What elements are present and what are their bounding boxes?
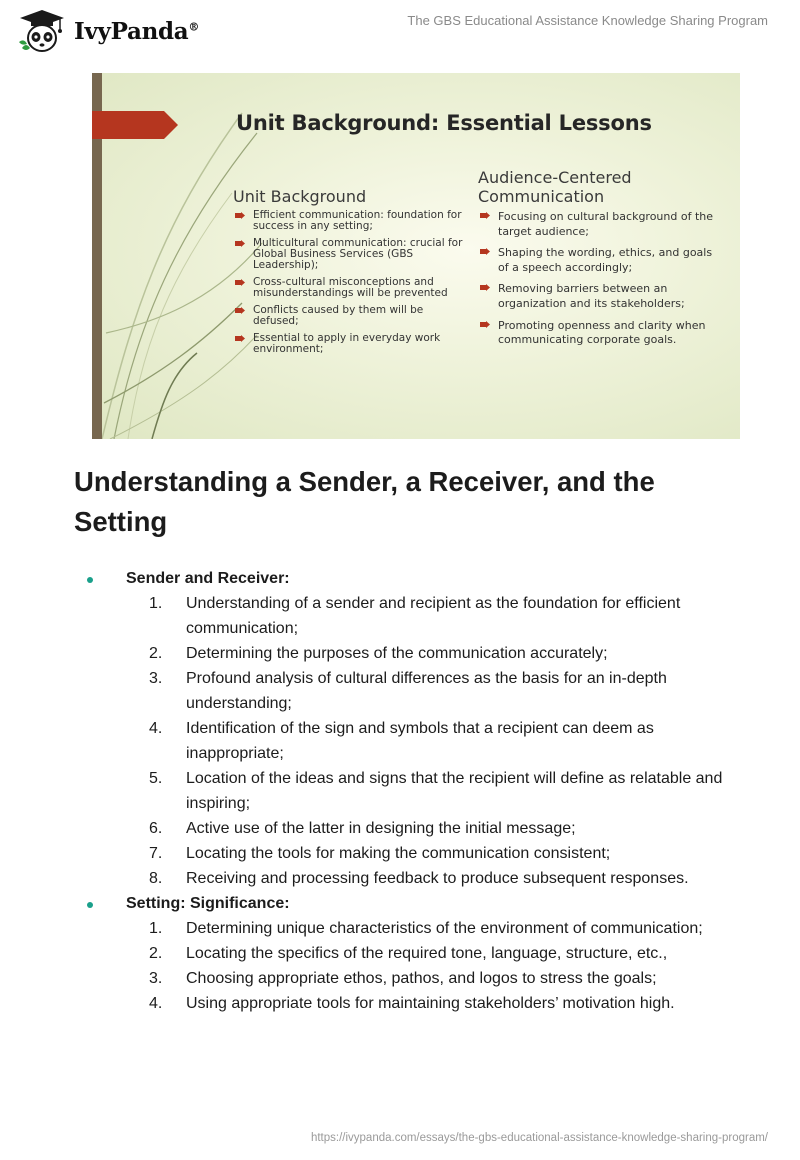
slide-list-item: Conflicts caused by them will be defused; <box>233 305 463 327</box>
list-item: 7. Locating the tools for making the communication consistent; <box>149 845 611 862</box>
ivypanda-logo[interactable] <box>16 8 216 54</box>
bullet-item <box>74 566 754 591</box>
slide-left-list <box>233 210 463 355</box>
list-item: 1. Understanding of a sender and recipient as the foundation for efficient communication; <box>149 595 681 637</box>
arrow-bullet-icon <box>235 307 245 314</box>
bullet-item <box>74 891 754 916</box>
document-title: The GBS Educational Assistance Knowledge Sharing Program <box>407 13 768 28</box>
slide-list-item: Cross-cultural misconceptions and misunderstandings will be prevented <box>233 277 463 299</box>
list-item: 2. Locating the specifics of the required tone, language, structure, etc., <box>149 945 668 962</box>
list-item: 6. Active use of the latter in designing the initial message; <box>149 820 576 837</box>
arrow-bullet-icon <box>235 212 245 219</box>
slide-left-heading: Unit Background <box>233 187 367 206</box>
slide-title: Unit Background: Essential Lessons <box>236 111 652 135</box>
section-sender-receiver <box>74 566 754 891</box>
source-url-link[interactable]: https://ivypanda.com/essays/the-gbs-educational-assistance-knowledge-sharing-program/ <box>310 1132 768 1144</box>
arrow-bullet-icon <box>235 335 245 342</box>
numbered-list <box>74 916 754 1016</box>
slide-title-flag <box>92 111 178 139</box>
arrow-bullet-icon <box>235 279 245 286</box>
arrow-bullet-icon <box>480 248 490 255</box>
slide-image <box>92 73 740 439</box>
slide-list-item: Removing barriers between an organization and its stakeholders; <box>478 282 718 311</box>
list-item: 4. Identification of the sign and symbols that a recipient can deem as inappropriate; <box>149 720 654 762</box>
brand-name: IvyPanda® <box>74 17 200 45</box>
slide-right-column <box>478 168 718 355</box>
section-heading: Understanding a Sender, a Receiver, and the Setting <box>74 466 655 537</box>
slide-list-item: Focusing on cultural background of the target audience; <box>478 210 718 239</box>
slide-list-item: Shaping the wording, ethics, and goals of a speech accordingly; <box>478 246 718 275</box>
list-item: 8. Receiving and processing feedback to produce subsequent responses. <box>149 870 689 887</box>
slide-list-item: Promoting openness and clarity when communicating corporate goals. <box>478 319 718 348</box>
list-item: 5. Location of the ideas and signs that the recipient will define as relatable and inspiring; <box>149 770 723 812</box>
slide-list-item: Efficient communication: foundation for success in any setting; <box>233 210 463 232</box>
page-header <box>0 0 800 60</box>
list-item: 1. Determining unique characteristics of the environment of communication; <box>149 920 703 937</box>
panda-graduate-icon <box>16 8 68 54</box>
numbered-list <box>74 591 754 891</box>
arrow-bullet-icon <box>235 240 245 247</box>
slide-left-column <box>233 187 463 361</box>
list-item: 3. Profound analysis of cultural differences as the basis for an in-depth understanding; <box>149 670 667 712</box>
list-item: 3. Choosing appropriate ethos, pathos, and logos to stress the goals; <box>149 970 657 987</box>
bullet-label: Setting: Significance: <box>126 895 290 912</box>
slide-list-item: Essential to apply in everyday work environment; <box>233 333 463 355</box>
slide-list-item: Multicultural communication: crucial for Global Business Services (GBS Leadership); <box>233 238 463 271</box>
article-content <box>74 566 754 1016</box>
arrow-bullet-icon <box>480 284 490 291</box>
slide-right-list <box>478 210 718 348</box>
bullet-dot-icon <box>87 902 93 908</box>
arrow-bullet-icon <box>480 212 490 219</box>
section-setting <box>74 891 754 1016</box>
list-item: 2. Determining the purposes of the communication accurately; <box>149 645 608 662</box>
bullet-dot-icon <box>87 577 93 583</box>
bullet-label: Sender and Receiver: <box>126 570 290 587</box>
list-item: 4. Using appropriate tools for maintaining stakeholders’ motivation high. <box>149 995 675 1012</box>
arrow-bullet-icon <box>480 321 490 328</box>
slide-right-heading: Audience-Centered Communication <box>478 168 632 206</box>
